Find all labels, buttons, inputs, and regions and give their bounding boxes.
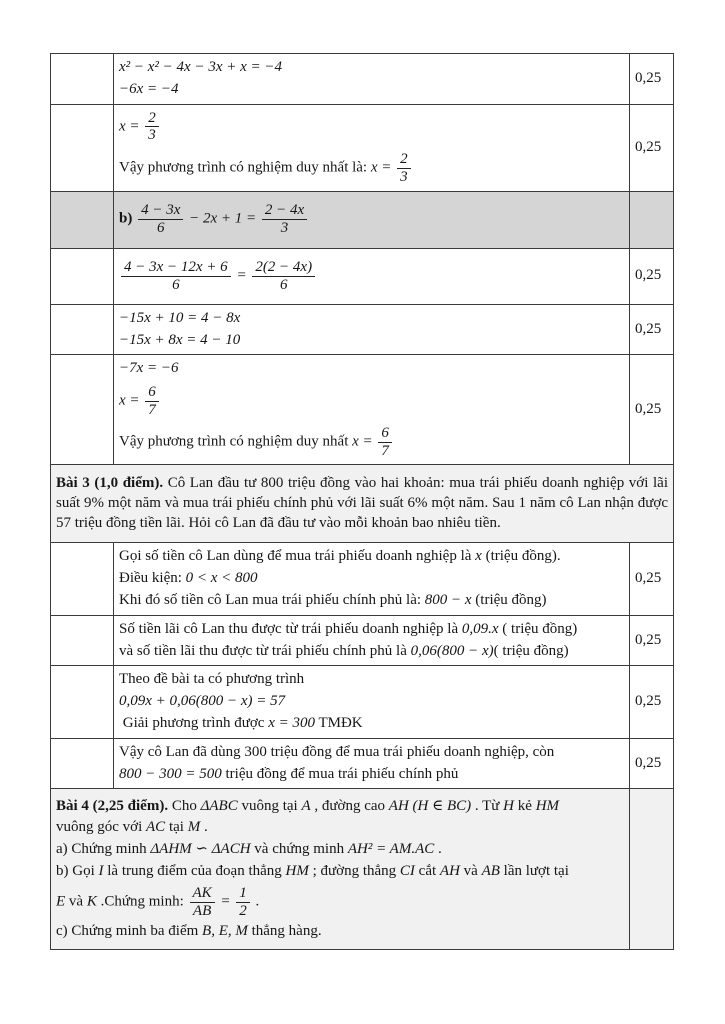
math-run: AH (H ∈ BC) [388, 797, 472, 814]
fraction-denominator: 3 [145, 126, 159, 144]
solution-step-row [51, 543, 674, 615]
math-run: I [98, 862, 104, 879]
fraction-denominator: 2 [236, 902, 250, 920]
content-line [119, 692, 624, 712]
math-run: 800 − 300 = 500 [119, 765, 222, 782]
text-run: (triệu đồng). [481, 548, 561, 565]
text-run: b) Gọi [56, 862, 99, 879]
text-run: , đường cao [310, 797, 389, 814]
label-cell [51, 104, 114, 191]
label-cell [51, 54, 114, 105]
content-line [119, 58, 624, 78]
fraction-numerator: 4 − 3x [141, 202, 181, 219]
content-line [119, 569, 624, 589]
text-run: c) Chứng minh ba điểm [56, 923, 203, 940]
content-line [56, 797, 624, 817]
text-run: . [251, 893, 260, 910]
text-run: tại [165, 819, 188, 836]
fraction-denominator: 6 [252, 276, 315, 294]
text-run: . [200, 819, 208, 836]
text-run: ; đường thẳng [308, 862, 400, 879]
content-line [119, 591, 624, 611]
content-line [56, 474, 668, 533]
solution-step-row [51, 615, 674, 666]
content-line [119, 258, 624, 295]
fraction-denominator: 6 [138, 219, 183, 237]
math-run: A [301, 797, 311, 814]
content-line [119, 109, 624, 146]
content-line [119, 424, 624, 461]
solution-content-cell [114, 54, 630, 105]
bold-text-run: Bài 4 (2,25 điểm). [56, 797, 169, 814]
math-run: AH [439, 862, 460, 879]
fraction-denominator: 7 [145, 401, 159, 419]
score-cell: 0,25 [630, 248, 674, 304]
content-line [56, 818, 624, 838]
math-run: 800 − x [424, 591, 472, 608]
score-cell: 0,25 [630, 543, 674, 615]
text-run: vuông góc với [56, 819, 147, 836]
math-run: 0,06(800 − x) [410, 642, 494, 659]
text-run: triệu đồng để mua trái phiếu chính phủ [221, 765, 459, 782]
content-line [56, 840, 624, 860]
math-run: x² − x² − 4x − 3x + x = −4 [119, 59, 283, 75]
text-run: lần lượt tại [499, 862, 569, 879]
content-line [119, 359, 624, 379]
content-line [119, 331, 624, 351]
solution-content-cell [114, 304, 630, 355]
text-run: Cô Lan đầu tư 800 triệu đồng vào hai khoản: mua trái phiếu doanh nghiệp với lãi suất 9% một năm và mua trái phiếu chính phủ với lãi suất 6% một năm. Sau 1 năm cô Lan nhận được 57 triệu đồng tiền lãi. Hỏi cô Lan đã đầu tư vào mỗi khoản bao nhiêu tiền. [56, 475, 668, 531]
score-cell [630, 789, 674, 950]
solution-step-row [51, 191, 674, 248]
math-run: ΔAHM ∽ ΔACH [150, 841, 251, 858]
answer-key-table [50, 53, 674, 950]
content-line [119, 765, 624, 785]
label-cell [51, 248, 114, 304]
math-run: E [56, 893, 66, 910]
solution-content-cell [114, 738, 630, 789]
math-run: AH² = AM.AC [347, 841, 435, 858]
text-run: và [65, 893, 87, 910]
math-run: ΔABC [200, 797, 238, 814]
math-run: CI [399, 862, 415, 879]
text-run: cắt [414, 862, 440, 879]
text-run: a) Chứng minh [56, 841, 151, 858]
fraction-denominator: 7 [378, 442, 392, 460]
bold-text-run: b) [119, 211, 137, 228]
math-run: x [475, 548, 482, 565]
fraction [121, 259, 231, 294]
math-run: M [187, 819, 201, 836]
math-run: x = 300 [268, 714, 315, 731]
score-cell: 0,25 [630, 738, 674, 789]
text-run: Giải phương trình được [119, 714, 269, 731]
text-run: và số tiền lãi thu được từ trái phiếu chính phủ là [119, 642, 411, 659]
math-run: x = [352, 433, 377, 450]
fraction [262, 202, 307, 237]
math-run: 0,09x + 0,06(800 − x) = 57 [119, 693, 286, 710]
math-run: − 2x + 1 = [185, 211, 260, 228]
text-run: ( triệu đồng) [498, 620, 578, 637]
label-cell [51, 615, 114, 666]
math-run: 0 < x < 800 [185, 570, 258, 587]
solution-step-row [51, 355, 674, 465]
math-run: −7x = −6 [119, 360, 179, 377]
math-run: AC [146, 819, 166, 836]
fraction-numerator: 6 [148, 384, 156, 401]
content-line [56, 884, 624, 921]
text-run: là trung điểm của đoạn thẳng [103, 862, 286, 879]
label-cell [51, 355, 114, 465]
content-line [119, 383, 624, 420]
text-run: Cho [168, 797, 201, 814]
content-line [119, 743, 624, 763]
label-cell [51, 666, 114, 738]
content-line [119, 150, 624, 187]
fraction [252, 259, 315, 294]
exercise-statement-row [51, 789, 674, 950]
math-run: AB [481, 862, 500, 879]
score-cell: 0,25 [630, 355, 674, 465]
solution-step-row [51, 666, 674, 738]
text-run: Gọi số tiền cô Lan dùng để mua trái phiếu doanh nghiệp là [119, 548, 476, 565]
text-run: Vậy phương trình có nghiệm duy nhất là: [119, 159, 371, 176]
fraction-denominator: 3 [262, 219, 307, 237]
content-line [56, 922, 624, 942]
math-run: HM [535, 797, 560, 814]
content-line [119, 670, 624, 690]
solution-content-cell [114, 615, 630, 666]
solution-step-row [51, 248, 674, 304]
solution-step-row [51, 54, 674, 105]
fraction-numerator: AK [192, 884, 212, 901]
text-run: Khi đó số tiền cô Lan mua trái phiếu chính phủ là: [119, 591, 425, 608]
fraction-denominator: 6 [121, 276, 231, 294]
math-run: x = [370, 159, 396, 176]
table-body [51, 54, 674, 950]
text-run: (triệu đồng) [471, 591, 547, 608]
fraction-numerator: 2 [148, 109, 156, 126]
exercise-text-cell [51, 789, 630, 950]
fraction-numerator: 2(2 − 4x) [255, 258, 313, 275]
fraction-numerator: 6 [381, 424, 389, 441]
text-run: . Từ [471, 797, 504, 814]
fraction [145, 110, 159, 145]
solution-content-cell [114, 248, 630, 304]
text-run: ( triệu đồng) [493, 642, 569, 659]
score-cell [630, 191, 674, 248]
text-run: TMĐK [314, 714, 363, 731]
fraction-numerator: 4 − 3x − 12x + 6 [124, 258, 228, 275]
solution-content-cell [114, 666, 630, 738]
fraction-numerator: 2 − 4x [264, 202, 305, 219]
content-line [119, 309, 624, 329]
score-cell: 0,25 [630, 615, 674, 666]
fraction [397, 151, 411, 186]
fraction-numerator: 2 [400, 151, 408, 168]
content-line [119, 80, 624, 100]
text-run: . [434, 841, 442, 858]
math-run: x = [119, 392, 144, 409]
exercise-statement-row [51, 465, 674, 543]
math-run: = [216, 893, 235, 910]
text-run: .Chứng minh: [96, 893, 188, 910]
content-line [119, 620, 624, 640]
fraction [378, 425, 392, 460]
text-run: thẳng hàng. [247, 923, 322, 940]
score-cell: 0,25 [630, 54, 674, 105]
label-cell [51, 738, 114, 789]
fraction-denominator: 3 [397, 168, 411, 186]
math-run: H [503, 797, 515, 814]
fraction [190, 885, 215, 920]
math-run: x = [119, 118, 144, 135]
text-run: Theo đề bài ta có phương trình [119, 671, 305, 688]
math-run: −15x + 10 = 4 − 8x [119, 309, 241, 326]
fraction-numerator: 1 [239, 884, 247, 901]
score-cell: 0,25 [630, 304, 674, 355]
solution-content-cell [114, 355, 630, 465]
solution-content-cell [114, 543, 630, 615]
text-run: và chứng minh [250, 841, 348, 858]
label-cell [51, 191, 114, 248]
fraction [138, 202, 183, 237]
content-line [56, 862, 624, 882]
score-cell: 0,25 [630, 104, 674, 191]
content-line [119, 714, 624, 734]
math-run: B, E, M [202, 923, 248, 940]
text-run: và [459, 862, 482, 879]
content-line [119, 201, 624, 238]
label-cell [51, 304, 114, 355]
text-run: Vậy cô Lan đã dùng 300 triệu đồng để mua trái phiếu doanh nghiệp, còn [119, 743, 555, 760]
math-run: HM [285, 862, 309, 879]
label-cell [51, 543, 114, 615]
text-run: Vậy phương trình có nghiệm duy nhất [119, 433, 353, 450]
solution-content-cell [114, 191, 630, 248]
math-run: −15x + 8x = 4 − 10 [119, 331, 241, 348]
text-run: vuông tại [237, 797, 302, 814]
solution-step-row [51, 304, 674, 355]
fraction [145, 384, 159, 419]
math-run: −6x = −4 [119, 80, 179, 97]
fraction-denominator: AB [190, 902, 215, 920]
solution-step-row [51, 104, 674, 191]
math-run: = [232, 267, 251, 284]
score-cell: 0,25 [630, 666, 674, 738]
solution-step-row [51, 738, 674, 789]
text-run: kẻ [514, 797, 536, 814]
text-run: Số tiền lãi cô Lan thu được từ trái phiếu doanh nghiệp là [119, 620, 462, 637]
text-run: Điều kiện: [119, 570, 186, 587]
exercise-text-cell [51, 465, 674, 543]
math-run: 0,09.x [461, 620, 499, 637]
solution-content-cell [114, 104, 630, 191]
bold-text-run: Bài 3 (1,0 điểm). [56, 475, 164, 492]
fraction [236, 885, 250, 920]
content-line [119, 642, 624, 662]
content-line [119, 547, 624, 567]
math-run: K [86, 893, 97, 910]
